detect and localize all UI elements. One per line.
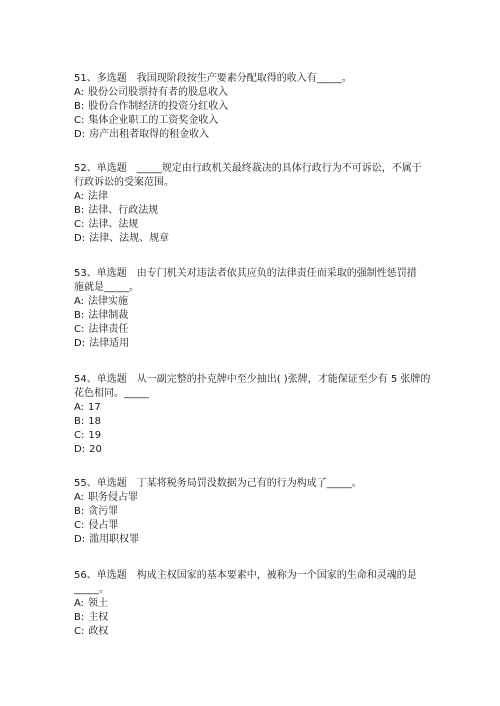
option-text: 法律、行政法规 bbox=[88, 205, 159, 216]
option-d bbox=[74, 533, 436, 547]
option-d bbox=[74, 128, 436, 142]
option-a bbox=[74, 401, 436, 415]
option-text: 滥用职权罪 bbox=[89, 534, 140, 545]
option-b bbox=[74, 415, 436, 429]
option-key: B: bbox=[74, 310, 85, 321]
option-text: 股份合作制经济的投资分红收入 bbox=[88, 101, 229, 112]
question-stem bbox=[74, 162, 436, 190]
option-c bbox=[74, 519, 436, 533]
option-a bbox=[74, 86, 436, 100]
stem-line: 52、单选题 _____规定由行政机关最终裁决的具体行政行为不可诉讼，不属于 bbox=[74, 163, 422, 174]
option-key: A: bbox=[74, 402, 85, 413]
option-key: D: bbox=[74, 233, 86, 244]
option-d bbox=[74, 443, 436, 457]
question-stem bbox=[74, 373, 436, 401]
option-text: 主权 bbox=[88, 612, 109, 623]
option-text: 法律、法规 bbox=[88, 219, 139, 230]
option-text: 股份公司股票持有者的股息收入 bbox=[88, 87, 229, 98]
question-53 bbox=[74, 267, 436, 351]
option-key: C: bbox=[74, 520, 85, 531]
option-b bbox=[74, 204, 436, 218]
stem-line: 56、单选题 构成主权国家的基本要素中，被称为一个国家的生命和灵魂的是 bbox=[74, 570, 417, 581]
option-key: A: bbox=[74, 191, 85, 202]
option-key: C: bbox=[74, 219, 85, 230]
option-text: 贪污罪 bbox=[88, 506, 119, 517]
option-a bbox=[74, 597, 436, 611]
option-text: 集体企业职工的工资奖金收入 bbox=[88, 115, 219, 126]
option-text: 20 bbox=[89, 444, 102, 455]
option-c bbox=[74, 323, 436, 337]
stem-line: 花色相同。_____ bbox=[74, 388, 149, 399]
option-text: 职务侵占罪 bbox=[88, 492, 139, 503]
option-key: C: bbox=[74, 324, 85, 335]
question-stem bbox=[74, 267, 436, 295]
option-d bbox=[74, 337, 436, 351]
option-key: C: bbox=[74, 430, 85, 441]
option-a bbox=[74, 190, 436, 204]
question-stem bbox=[74, 72, 436, 86]
option-text: 法律、法规、规章 bbox=[89, 233, 170, 244]
option-text: 18 bbox=[88, 416, 101, 427]
stem-line: 施就是_____。 bbox=[74, 282, 139, 293]
option-c bbox=[74, 114, 436, 128]
option-c bbox=[74, 429, 436, 443]
question-56 bbox=[74, 569, 436, 639]
option-a bbox=[74, 295, 436, 309]
option-b bbox=[74, 611, 436, 625]
option-key: C: bbox=[74, 115, 85, 126]
question-51 bbox=[74, 72, 436, 142]
option-text: 法律制裁 bbox=[88, 310, 129, 321]
stem-line: 51、多选题 我国现阶段按生产要素分配取得的收入有_____。 bbox=[74, 73, 352, 84]
stem-line: 53、单选题 由专门机关对违法者依其应负的法律责任而采取的强制性惩罚措 bbox=[74, 268, 417, 279]
option-text: 19 bbox=[88, 430, 102, 441]
option-key: A: bbox=[74, 296, 85, 307]
option-text: 领土 bbox=[88, 598, 109, 609]
question-55 bbox=[74, 477, 436, 547]
option-key: D: bbox=[74, 129, 86, 140]
option-d bbox=[74, 232, 436, 246]
option-b bbox=[74, 505, 436, 519]
question-54 bbox=[74, 373, 436, 457]
option-key: C: bbox=[74, 626, 85, 637]
option-text: 房产出租者取得的租金收入 bbox=[89, 129, 210, 140]
option-key: A: bbox=[74, 598, 85, 609]
stem-line: 54、单选题 从一副完整的扑克牌中至少抽出( )张牌，才能保证至少有 5 张牌的 bbox=[74, 374, 431, 385]
question-stem bbox=[74, 477, 436, 491]
option-text: 法律 bbox=[88, 191, 109, 202]
option-text: 法律责任 bbox=[88, 324, 129, 335]
option-key: B: bbox=[74, 205, 85, 216]
option-c bbox=[74, 218, 436, 232]
option-c bbox=[74, 625, 436, 639]
stem-line: 55、单选题 丁某将税务局罚没数据为己有的行为构成了_____。 bbox=[74, 478, 362, 489]
option-text: 法律适用 bbox=[89, 338, 130, 349]
question-52 bbox=[74, 162, 436, 246]
option-key: D: bbox=[74, 338, 86, 349]
option-key: D: bbox=[74, 534, 86, 545]
option-key: B: bbox=[74, 416, 85, 427]
stem-line: _____。 bbox=[74, 584, 109, 595]
option-b bbox=[74, 309, 436, 323]
question-stem bbox=[74, 569, 436, 597]
option-text: 政权 bbox=[88, 626, 109, 637]
option-key: B: bbox=[74, 506, 85, 517]
option-key: D: bbox=[74, 444, 86, 455]
option-key: A: bbox=[74, 492, 85, 503]
stem-line: 行政诉讼的受案范围。 bbox=[74, 177, 174, 188]
option-key: A: bbox=[74, 87, 85, 98]
option-text: 侵占罪 bbox=[88, 520, 119, 531]
option-text: 法律实施 bbox=[88, 296, 129, 307]
option-key: B: bbox=[74, 612, 85, 623]
option-text: 17 bbox=[88, 402, 101, 413]
option-a bbox=[74, 491, 436, 505]
option-b bbox=[74, 100, 436, 114]
option-key: B: bbox=[74, 101, 85, 112]
